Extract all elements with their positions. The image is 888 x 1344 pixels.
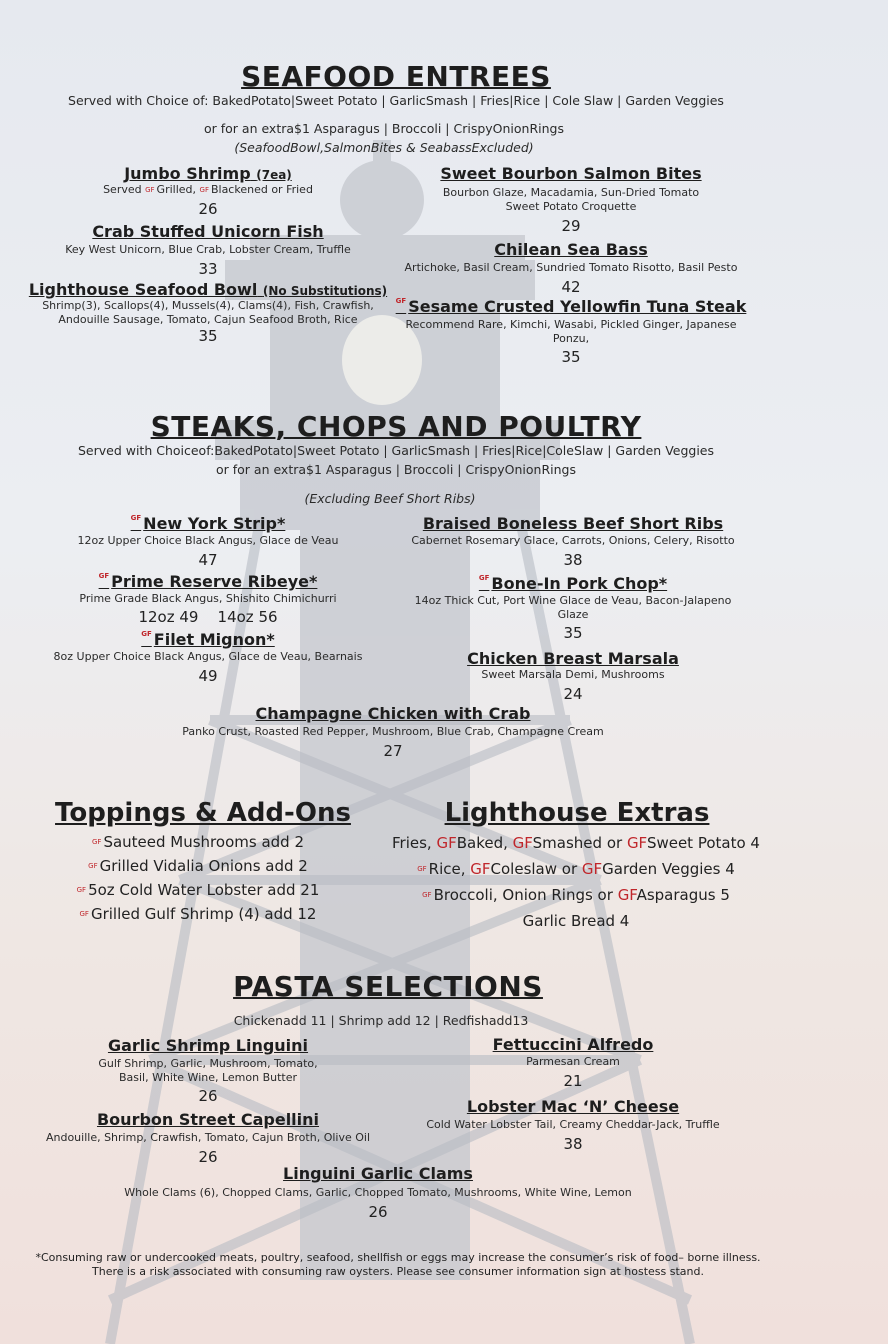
item-price: 12oz 49 14oz 56 xyxy=(138,608,278,626)
item-description: Shrimp(3), Scallops(4), Mussels(4), Clams(4), Fish, Crawfish, xyxy=(42,299,374,312)
gluten-free-mark: GF xyxy=(91,838,102,846)
menu-item-lighthouse-seafood-bowl xyxy=(10,280,406,345)
item-name: New York Strip* xyxy=(143,514,286,533)
item-description: Parmesan Cream xyxy=(526,1055,620,1068)
seafood-title: SEAFOOD ENTREES xyxy=(241,60,551,93)
list-item: $^{GF}$ Grilled Gulf Shrimp (4) add 12 xyxy=(79,905,317,923)
item-name: Garlic Shrimp Linguini xyxy=(107,1036,309,1055)
item-description: Andouille, Shrimp, Crawfish, Tomato, Cajun Broth, Olive Oil xyxy=(45,1131,371,1144)
item-description: Ponzu, xyxy=(552,332,590,345)
item-description: Cold Water Lobster Tail, Creamy Cheddar-Jack, Truffle xyxy=(426,1118,720,1131)
steaks-extra-sides-line: or for an extra$1 Asparagus | Broccoli | CrispyOnionRings xyxy=(215,462,576,477)
item-description: Whole Clams (6), Chopped Clams, Garlic, Chopped Tomato, Mushrooms, White Wine, Lemon xyxy=(124,1186,632,1199)
pasta-addons-line: Chickenadd 11 | Shrimp add 12 | Redfishadd13 xyxy=(233,1013,529,1028)
item-name: Jumbo Shrimp xyxy=(124,164,251,183)
menu-item-sesame-crusted-tuna-steak xyxy=(395,297,747,366)
gluten-free-mark: GF xyxy=(470,860,491,878)
menu-item-crab-stuffed-unicorn-fish xyxy=(10,222,406,278)
menu-item-braised-short-ribs xyxy=(395,514,751,569)
steaks-exclusions: (Excluding Beef Short Ribs) xyxy=(304,491,476,506)
item-description: Artichoke, Basil Cream, Sundried Tomato Risotto, Basil Pesto xyxy=(404,261,738,274)
item-price: 33 xyxy=(198,260,218,278)
gluten-free-mark: GF xyxy=(422,891,432,899)
item-name: Chilean Sea Bass xyxy=(494,240,648,259)
item-note: (No Substitutions) xyxy=(262,284,388,298)
gluten-free-mark: GF xyxy=(617,886,637,904)
item-price: 38 xyxy=(563,551,583,569)
item-description: 8oz Upper Choice Black Angus, Glace de Veau, Bearnais xyxy=(53,650,363,663)
list-item: $^{GF}$ Rice, GFColeslaw or GFGarden Veggies 4 xyxy=(417,860,735,878)
item-description: Panko Crust, Roasted Red Pepper, Mushroom, Blue Crab, Champagne Cream xyxy=(182,725,604,738)
item-name: Fettuccini Alfredo xyxy=(492,1035,654,1054)
item-name: Filet Mignon* xyxy=(153,630,275,649)
item-description: Key West Unicorn, Blue Crab, Lobster Cream, Truffle xyxy=(65,243,351,256)
item-description: Sweet Marsala Demi, Mushrooms xyxy=(481,668,665,681)
item-name: Crab Stuffed Unicorn Fish xyxy=(92,222,324,241)
item-price: 27 xyxy=(383,742,403,760)
item-price: 35 xyxy=(198,327,218,345)
menu-item-jumbo-shrimp xyxy=(10,164,406,218)
item-description: Andouille Sausage, Tomato, Cajun Seafood Broth, Rice xyxy=(58,313,358,326)
gluten-free-mark: GF xyxy=(130,514,142,522)
item-description: Gulf Shrimp, Garlic, Mushroom, Tomato, xyxy=(98,1057,318,1070)
gluten-free-mark: GF xyxy=(199,186,209,194)
item-name: Prime Reserve Ribeye* xyxy=(111,572,318,591)
menu-item-chilean-sea-bass xyxy=(395,240,747,296)
toppings-title: Toppings & Add-Ons xyxy=(55,798,351,828)
menu-item-garlic-shrimp-linguini xyxy=(10,1036,406,1105)
gluten-free-mark: GF xyxy=(79,910,89,918)
item-price: 42 xyxy=(561,278,581,296)
gluten-free-mark: GF xyxy=(76,886,87,894)
item-description: Prime Grade Black Angus, Shishito Chimichurri xyxy=(79,592,337,605)
item-name: Chicken Breast Marsala xyxy=(467,649,679,668)
seafood-exclusions: (SeafoodBowl,SalmonBites & SeabassExcluded) xyxy=(234,140,534,155)
list-item: $^{GF}$ Broccoli, Onion Rings or GFAsparagus 5 xyxy=(422,886,730,904)
gluten-free-mark: GF xyxy=(436,834,457,852)
item-name: Bone-In Pork Chop* xyxy=(491,574,668,593)
gluten-free-mark: GF xyxy=(581,860,603,878)
seafood-sides-line: Served with Choice of: BakedPotato|Sweet Potato | GarlicSmash | Fries|Rice | Cole Slaw | Garden Veggies xyxy=(68,93,724,108)
gluten-free-mark: GF xyxy=(512,834,533,852)
item-description: 12oz Upper Choice Black Angus, Glace de Veau xyxy=(77,534,339,547)
item-description: Basil, White Wine, Lemon Butter xyxy=(118,1071,298,1084)
menu-item-champagne-chicken xyxy=(0,704,786,760)
item-price: 38 xyxy=(563,1135,583,1153)
menu-item-chicken-marsala xyxy=(395,649,751,703)
item-price: 35 xyxy=(561,348,581,366)
item-description: Glaze xyxy=(557,608,589,621)
item-name: Sweet Bourbon Salmon Bites xyxy=(440,164,702,183)
item-name: Braised Boneless Beef Short Ribs xyxy=(422,514,724,533)
item-description: Recommend Rare, Kimchi, Wasabi, Pickled Ginger, Japanese xyxy=(405,318,737,331)
item-price: 21 xyxy=(563,1072,583,1090)
menu-item-sweet-bourbon-salmon-bites xyxy=(395,164,747,235)
steaks-sides-line: Served with Choiceof:BakedPotato|Sweet Potato | GarlicSmash | Fries|Rice|ColeSlaw | Garden Veggies xyxy=(77,443,715,458)
list-item: $^{GF}$ Sauteed Mushrooms add 2 xyxy=(91,833,304,851)
item-price: 26 xyxy=(198,1087,218,1105)
menu-item-prime-reserve-ribeye xyxy=(10,572,406,626)
menu-item-bone-in-pork-chop xyxy=(395,574,751,642)
gluten-free-mark: GF xyxy=(395,297,407,305)
item-price: 35 xyxy=(563,624,583,642)
item-price: 29 xyxy=(561,217,581,235)
extras-title: Lighthouse Extras xyxy=(444,798,710,828)
gluten-free-mark: GF xyxy=(626,834,647,852)
toppings-list xyxy=(0,830,396,926)
item-name: Bourbon Street Capellini xyxy=(96,1110,320,1129)
advisory-line: There is a risk associated with consuming raw oysters. Please see consumer information sign at hostess stand. xyxy=(92,1265,704,1278)
menu-item-linguini-garlic-clams xyxy=(0,1164,756,1221)
extras-list xyxy=(380,830,772,934)
gluten-free-mark: GF xyxy=(417,865,427,873)
pasta-title: PASTA SELECTIONS xyxy=(233,970,543,1003)
list-item: $^{GF}$ Grilled Vidalia Onions add 2 xyxy=(88,857,308,875)
item-description: Served $^{GF}$ Grilled, $^{GF}$ Blackened or Fried xyxy=(103,183,313,196)
list-item: Garlic Bread 4 xyxy=(522,912,630,930)
item-name: Lighthouse Seafood Bowl xyxy=(28,280,258,299)
advisory-line: *Consuming raw or undercooked meats, poultry, seafood, shellfish or eggs may increase the consumer’s risk of food– borne illness. xyxy=(35,1251,761,1264)
item-description: Cabernet Rosemary Glace, Carrots, Onions, Celery, Risotto xyxy=(411,534,735,547)
item-description: 14oz Thick Cut, Port Wine Glace de Veau, Bacon-Jalapeno xyxy=(414,594,732,607)
gluten-free-mark: GF xyxy=(145,186,155,194)
item-price: 26 xyxy=(368,1203,388,1221)
item-description: Sweet Potato Croquette xyxy=(505,200,637,213)
steaks-title: STEAKS, CHOPS AND POULTRY xyxy=(150,410,642,443)
gluten-free-mark: GF xyxy=(88,862,98,870)
gluten-free-mark: GF xyxy=(98,572,110,580)
item-name: Lobster Mac ‘N’ Cheese xyxy=(466,1097,680,1116)
item-price: 49 xyxy=(198,667,218,685)
menu-item-bourbon-street-capellini xyxy=(10,1110,406,1166)
gluten-free-mark: GF xyxy=(478,574,490,582)
gluten-free-mark: GF xyxy=(141,630,152,638)
item-price: 24 xyxy=(563,685,583,703)
item-price: 26 xyxy=(198,200,218,218)
seafood-extra-sides-line: or for an extra$1 Asparagus | Broccoli | CrispyOnionRings xyxy=(203,121,564,136)
list-item: $^{GF}$ 5oz Cold Water Lobster add 21 xyxy=(76,881,320,899)
menu-item-lobster-mac-n-cheese xyxy=(395,1097,751,1153)
consumer-advisory xyxy=(0,1251,796,1279)
item-name: Champagne Chicken with Crab xyxy=(255,704,531,723)
menu-item-new-york-strip xyxy=(10,514,406,569)
item-description: Bourbon Glaze, Macadamia, Sun-Dried Tomato xyxy=(442,186,700,199)
menu-item-filet-mignon xyxy=(10,630,406,685)
item-note: (7ea) xyxy=(256,168,292,182)
list-item: Fries, GFBaked, GFSmashed or GFSweet Potato 4 xyxy=(392,834,760,852)
item-price: 26 xyxy=(198,1148,218,1166)
menu-item-fettuccini-alfredo xyxy=(395,1035,751,1090)
item-name: Linguini Garlic Clams xyxy=(283,1164,473,1183)
item-price: 47 xyxy=(198,551,218,569)
item-name: Sesame Crusted Yellowfin Tuna Steak xyxy=(408,297,747,316)
